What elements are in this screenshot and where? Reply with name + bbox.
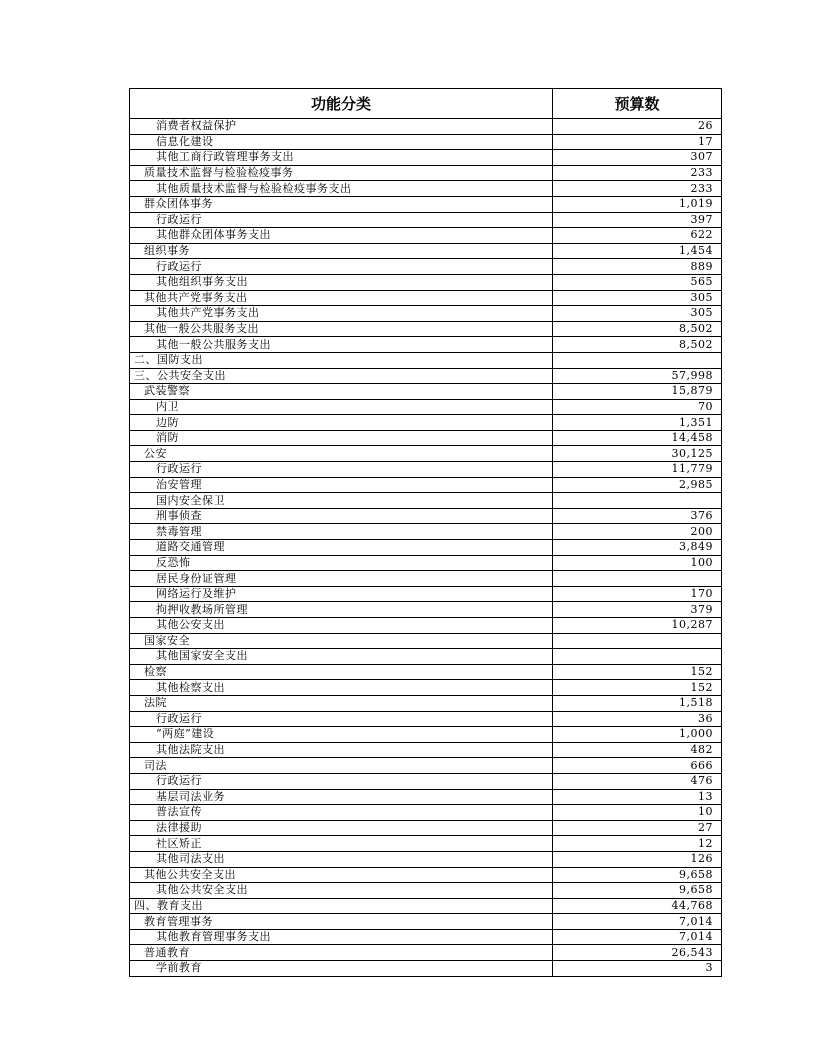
table-row — [130, 274, 722, 290]
table-row — [130, 259, 722, 275]
category-cell: 治安管理 — [130, 477, 553, 493]
budget-amount-cell: 379 — [553, 602, 722, 618]
table-row — [130, 649, 722, 665]
table-row — [130, 898, 722, 914]
category-cell: 其他公安支出 — [130, 618, 553, 634]
table-row — [130, 181, 722, 197]
budget-amount-cell: 1,019 — [553, 196, 722, 212]
budget-amount-cell: 10,287 — [553, 618, 722, 634]
category-cell: 其他检察支出 — [130, 680, 553, 696]
table-row — [130, 368, 722, 384]
table-row — [130, 243, 722, 259]
category-cell: 群众团体事务 — [130, 196, 553, 212]
table-row — [130, 618, 722, 634]
category-cell: 其他国家安全支出 — [130, 649, 553, 665]
category-cell: 消防 — [130, 430, 553, 446]
category-cell: 禁毒管理 — [130, 524, 553, 540]
category-cell: 公安 — [130, 446, 553, 462]
category-cell: 三、公共安全支出 — [130, 368, 553, 384]
budget-amount-cell: 200 — [553, 524, 722, 540]
category-cell: 社区矫正 — [130, 836, 553, 852]
category-cell: 行政运行 — [130, 259, 553, 275]
category-cell: 其他共产党事务支出 — [130, 306, 553, 322]
budget-amount-cell: 233 — [553, 165, 722, 181]
column-header-category: 功能分类 — [130, 89, 553, 119]
budget-amount-cell: 307 — [553, 150, 722, 166]
table-row — [130, 165, 722, 181]
budget-amount-cell: 126 — [553, 851, 722, 867]
category-cell: 道路交通管理 — [130, 540, 553, 556]
budget-amount-cell: 30,125 — [553, 446, 722, 462]
table-row — [130, 477, 722, 493]
budget-amount-cell: 170 — [553, 586, 722, 602]
budget-amount-cell: 17 — [553, 134, 722, 150]
table-row — [130, 228, 722, 244]
category-cell: 其他公共安全支出 — [130, 867, 553, 883]
budget-amount-cell: 3,849 — [553, 540, 722, 556]
budget-amount-cell: 9,658 — [553, 883, 722, 899]
category-cell: 教育管理事务 — [130, 914, 553, 930]
table-row — [130, 742, 722, 758]
column-header-budget: 预算数 — [553, 89, 722, 119]
table-row — [130, 883, 722, 899]
category-cell: 质量技术监督与检验检疫事务 — [130, 165, 553, 181]
table-row — [130, 586, 722, 602]
table-row — [130, 119, 722, 135]
budget-amount-cell: 305 — [553, 290, 722, 306]
category-cell: 其他司法支出 — [130, 851, 553, 867]
category-cell: 其他工商行政管理事务支出 — [130, 150, 553, 166]
table-row — [130, 212, 722, 228]
table-row — [130, 415, 722, 431]
budget-amount-cell: 44,768 — [553, 898, 722, 914]
category-cell: 居民身份证管理 — [130, 571, 553, 587]
budget-amount-cell: 11,779 — [553, 462, 722, 478]
budget-amount-cell: 622 — [553, 228, 722, 244]
category-cell: 国家安全 — [130, 633, 553, 649]
category-cell: 其他教育管理事务支出 — [130, 929, 553, 945]
budget-amount-cell: 889 — [553, 259, 722, 275]
category-cell: 刑事侦查 — [130, 508, 553, 524]
table-row — [130, 571, 722, 587]
budget-amount-cell: 152 — [553, 664, 722, 680]
table-row — [130, 508, 722, 524]
table-row — [130, 929, 722, 945]
budget-amount-cell: 10 — [553, 805, 722, 821]
table-row — [130, 602, 722, 618]
budget-amount-cell: 8,502 — [553, 337, 722, 353]
table-row — [130, 711, 722, 727]
table-row — [130, 961, 722, 977]
category-cell: 组织事务 — [130, 243, 553, 259]
budget-amount-cell: 233 — [553, 181, 722, 197]
category-cell: 二、国防支出 — [130, 352, 553, 368]
category-cell: 其他群众团体事务支出 — [130, 228, 553, 244]
budget-amount-cell: 27 — [553, 820, 722, 836]
table-row — [130, 680, 722, 696]
category-cell: 行政运行 — [130, 711, 553, 727]
budget-amount-cell: 397 — [553, 212, 722, 228]
table-row — [130, 384, 722, 400]
budget-amount-cell: 565 — [553, 274, 722, 290]
category-cell: 行政运行 — [130, 773, 553, 789]
category-cell: 其他公共安全支出 — [130, 883, 553, 899]
budget-amount-cell: 70 — [553, 399, 722, 415]
category-cell: 行政运行 — [130, 212, 553, 228]
budget-amount-cell: 1,351 — [553, 415, 722, 431]
table-row — [130, 337, 722, 353]
budget-amount-cell: 12 — [553, 836, 722, 852]
table-row — [130, 914, 722, 930]
budget-amount-cell: 36 — [553, 711, 722, 727]
budget-amount-cell: 152 — [553, 680, 722, 696]
budget-amount-cell — [553, 633, 722, 649]
category-cell: 内卫 — [130, 399, 553, 415]
table-row — [130, 462, 722, 478]
budget-amount-cell: 482 — [553, 742, 722, 758]
table-row — [130, 727, 722, 743]
table-row — [130, 555, 722, 571]
table-row — [130, 867, 722, 883]
category-cell: 网络运行及维护 — [130, 586, 553, 602]
budget-amount-cell: 3 — [553, 961, 722, 977]
table-row — [130, 196, 722, 212]
budget-amount-cell: 2,985 — [553, 477, 722, 493]
table-row — [130, 820, 722, 836]
table-row — [130, 633, 722, 649]
table-row — [130, 430, 722, 446]
category-cell: 边防 — [130, 415, 553, 431]
budget-amount-cell: 1,518 — [553, 695, 722, 711]
table-row — [130, 773, 722, 789]
category-cell: 法律援助 — [130, 820, 553, 836]
table-row — [130, 695, 722, 711]
table-row — [130, 758, 722, 774]
category-cell: 检察 — [130, 664, 553, 680]
table-row — [130, 945, 722, 961]
category-cell: 反恐怖 — [130, 555, 553, 571]
category-cell: 四、教育支出 — [130, 898, 553, 914]
category-cell: 普法宣传 — [130, 805, 553, 821]
category-cell: 武装警察 — [130, 384, 553, 400]
budget-amount-cell: 100 — [553, 555, 722, 571]
budget-amount-cell: 305 — [553, 306, 722, 322]
budget-amount-cell: 57,998 — [553, 368, 722, 384]
category-cell: 其他质量技术监督与检验检疫事务支出 — [130, 181, 553, 197]
budget-amount-cell: 376 — [553, 508, 722, 524]
table-row — [130, 150, 722, 166]
category-cell: 信息化建设 — [130, 134, 553, 150]
budget-amount-cell — [553, 571, 722, 587]
header-row — [130, 89, 722, 119]
category-cell: 普通教育 — [130, 945, 553, 961]
category-cell: 司法 — [130, 758, 553, 774]
budget-amount-cell: 476 — [553, 773, 722, 789]
category-cell: “两庭”建设 — [130, 727, 553, 743]
category-cell: 其他共产党事务支出 — [130, 290, 553, 306]
table-row — [130, 789, 722, 805]
budget-amount-cell: 14,458 — [553, 430, 722, 446]
budget-amount-cell: 8,502 — [553, 321, 722, 337]
table-row — [130, 306, 722, 322]
table-row — [130, 851, 722, 867]
category-cell: 其他法院支出 — [130, 742, 553, 758]
budget-amount-cell: 26,543 — [553, 945, 722, 961]
table-row — [130, 664, 722, 680]
table-row — [130, 290, 722, 306]
table-row — [130, 134, 722, 150]
table-row — [130, 836, 722, 852]
table-body — [130, 119, 722, 977]
budget-amount-cell — [553, 352, 722, 368]
category-cell: 法院 — [130, 695, 553, 711]
budget-amount-cell: 7,014 — [553, 914, 722, 930]
budget-amount-cell: 7,014 — [553, 929, 722, 945]
budget-amount-cell: 1,000 — [553, 727, 722, 743]
table-row — [130, 399, 722, 415]
budget-amount-cell: 26 — [553, 119, 722, 135]
category-cell: 行政运行 — [130, 462, 553, 478]
budget-amount-cell: 13 — [553, 789, 722, 805]
budget-table — [129, 88, 722, 977]
budget-amount-cell: 15,879 — [553, 384, 722, 400]
budget-amount-cell: 666 — [553, 758, 722, 774]
category-cell: 拘押收教场所管理 — [130, 602, 553, 618]
budget-amount-cell — [553, 493, 722, 509]
table-row — [130, 321, 722, 337]
table-row — [130, 805, 722, 821]
budget-amount-cell: 1,454 — [553, 243, 722, 259]
table-row — [130, 540, 722, 556]
category-cell: 学前教育 — [130, 961, 553, 977]
category-cell: 其他一般公共服务支出 — [130, 337, 553, 353]
budget-amount-cell: 9,658 — [553, 867, 722, 883]
table-row — [130, 446, 722, 462]
category-cell: 基层司法业务 — [130, 789, 553, 805]
category-cell: 消费者权益保护 — [130, 119, 553, 135]
category-cell: 其他组织事务支出 — [130, 274, 553, 290]
category-cell: 国内安全保卫 — [130, 493, 553, 509]
budget-amount-cell — [553, 649, 722, 665]
category-cell: 其他一般公共服务支出 — [130, 321, 553, 337]
table-row — [130, 524, 722, 540]
table-row — [130, 493, 722, 509]
table-row — [130, 352, 722, 368]
